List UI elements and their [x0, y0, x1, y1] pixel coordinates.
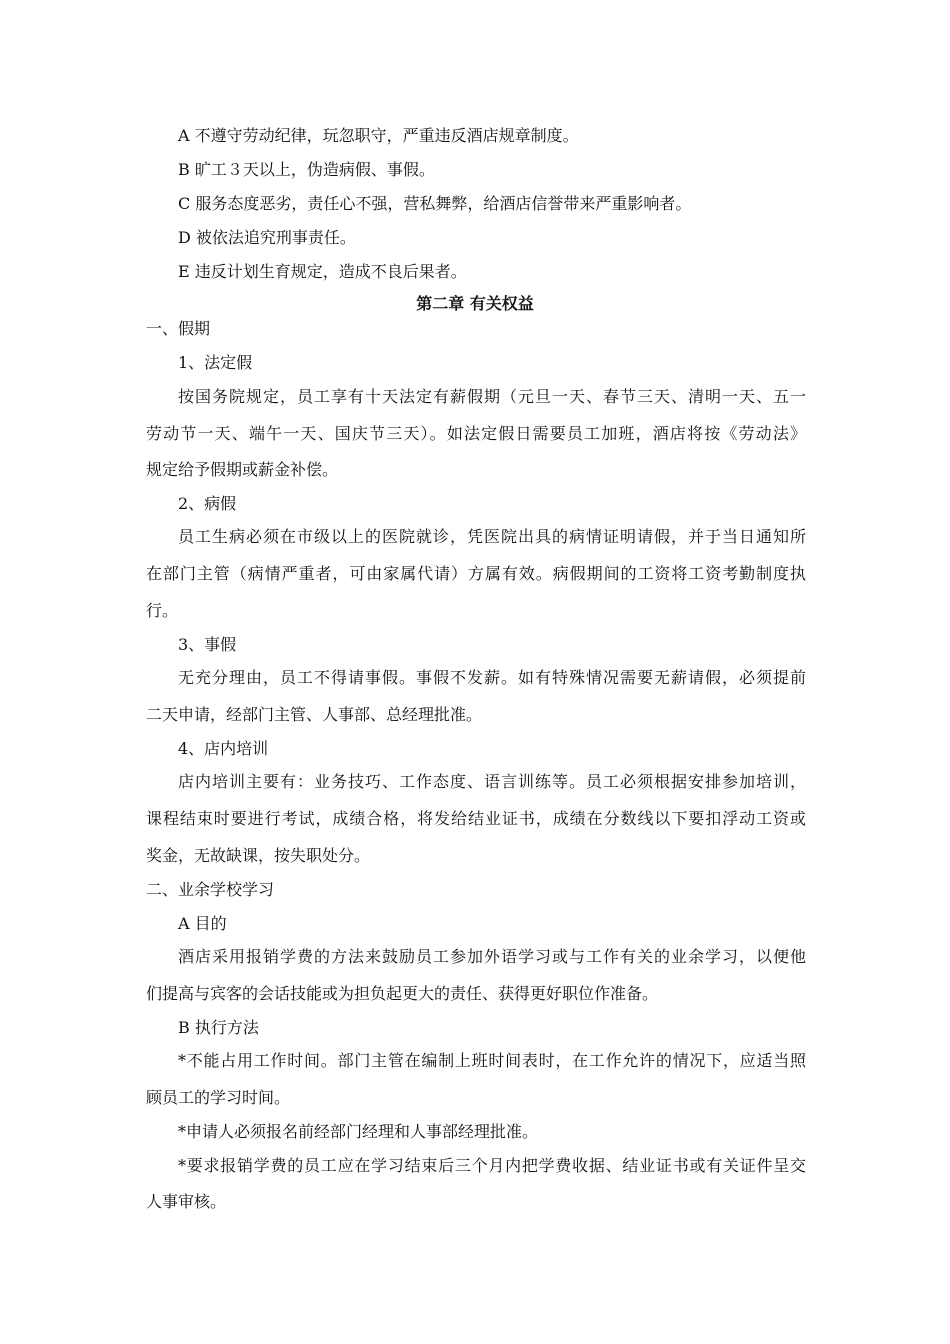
paragraph-line: 二天申请，经部门主管、人事部、总经理批准。 [146, 705, 483, 724]
item-e: E 违反计划生育规定，造成不良后果者。 [178, 262, 467, 281]
paragraph-line: 按国务院规定，员工享有十天法定有薪假期（元旦一天、春节三天、清明一天、五一 [178, 387, 806, 406]
paragraph-line: 无充分理由，员工不得请事假。事假不发薪。如有特殊情况需要无薪请假，必须提前 [178, 668, 806, 687]
item-d: D 被依法追究刑事责任。 [178, 228, 356, 247]
subheading-method: B 执行方法 [178, 1018, 259, 1037]
paragraph-line: 在部门主管（病情严重者，可由家属代请）方属有效。病假期间的工资将工资考勤制度执 [146, 564, 806, 583]
paragraph-line: 奖金，无故缺课，按失职处分。 [146, 846, 371, 865]
subheading-training: 4、店内培训 [178, 739, 269, 758]
paragraph-line: 店内培训主要有：业务技巧、工作态度、语言训练等。员工必须根据安排参加培训， [178, 772, 806, 791]
item-c: C 服务态度恶劣，责任心不强，营私舞弊，给酒店信誉带来严重影响者。 [178, 194, 692, 213]
subheading-purpose: A 目的 [178, 914, 227, 933]
chapter-title: 第二章 有关权益 [416, 294, 534, 313]
subheading-sick-leave: 2、病假 [178, 494, 237, 513]
subheading-statutory-leave: 1、法定假 [178, 353, 253, 372]
paragraph-line: 们提高与宾客的会话技能或为担负起更大的责任、获得更好职位作准备。 [146, 984, 659, 1003]
paragraph-line: 规定给予假期或薪金补偿。 [146, 460, 339, 479]
section-heading-evening-school: 二、业余学校学习 [146, 880, 275, 899]
paragraph-line: *不能占用工作时间。部门主管在编制上班时间表时，在工作允许的情况下，应适当照 [178, 1051, 806, 1070]
item-b: B 旷工３天以上，伪造病假、事假。 [178, 160, 435, 179]
paragraph-line: *要求报销学费的员工应在学习结束后三个月内把学费收据、结业证书或有关证件呈交 [178, 1156, 806, 1175]
section-heading-holidays: 一、假期 [146, 319, 211, 338]
subheading-personal-leave: 3、事假 [178, 635, 237, 654]
paragraph-line: 课程结束时要进行考试，成绩合格，将发给结业证书，成绩在分数线以下要扣浮动工资或 [146, 809, 806, 828]
paragraph-line: 酒店采用报销学费的方法来鼓励员工参加外语学习或与工作有关的业余学习，以便他 [178, 947, 806, 966]
paragraph-line: *申请人必须报名前经部门经理和人事部经理批准。 [178, 1122, 539, 1141]
paragraph-line: 劳动节一天、端午一天、国庆节三天）。如法定假日需要员工加班，酒店将按《劳动法》 [146, 424, 806, 443]
paragraph-line: 行。 [146, 601, 179, 620]
paragraph-line: 人事审核。 [146, 1192, 227, 1211]
paragraph-line: 员工生病必须在市级以上的医院就诊，凭医院出具的病情证明请假，并于当日通知所 [178, 527, 806, 546]
item-a: A 不遵守劳动纪律，玩忽职守，严重违反酒店规章制度。 [178, 126, 579, 145]
paragraph-line: 顾员工的学习时间。 [146, 1088, 291, 1107]
